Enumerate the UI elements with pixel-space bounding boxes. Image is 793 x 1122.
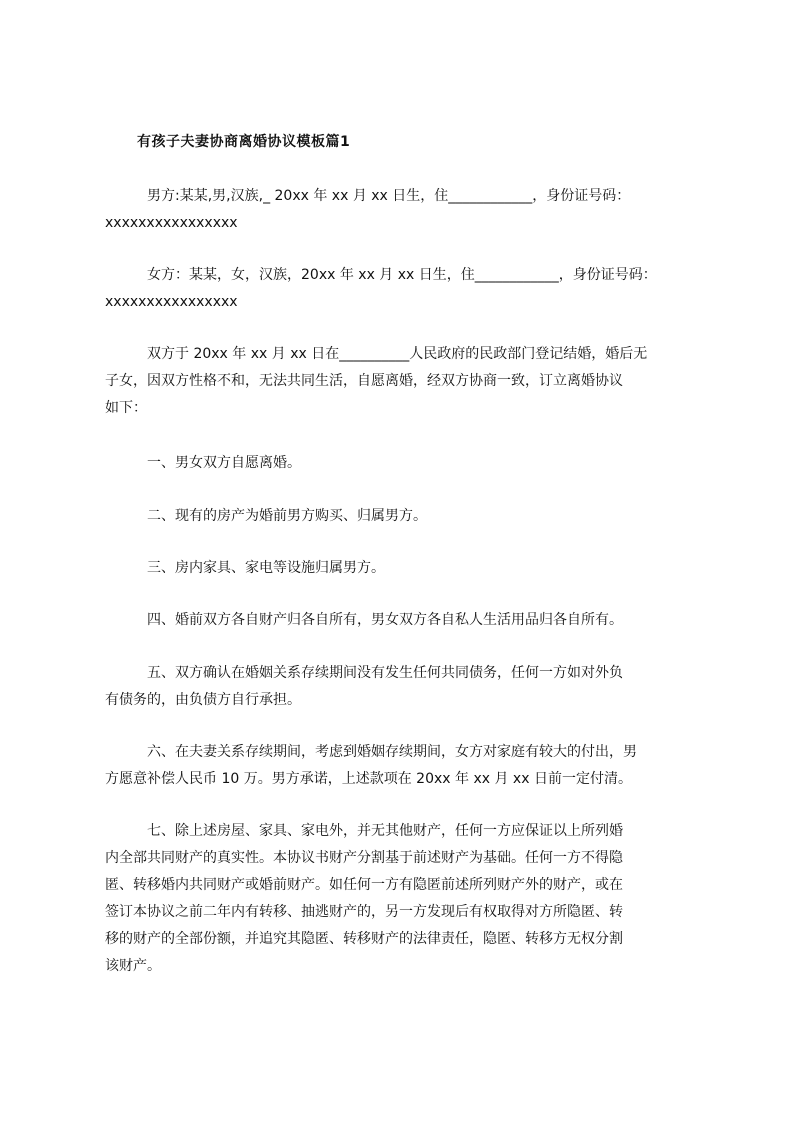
text-line: 方愿意补偿人民币 10 万。男方承诺，上述款项在 20xx 年 xx 月 xx 日前一定付清。 [105,771,632,787]
text-line: 双方于 20xx 年 xx 月 xx 日在__________人民政府的民政部门登记结婚，婚后无 [147,346,648,362]
text-line: 男方:某某,男,汉族,_ 20xx 年 xx 月 xx 日生，住____________，身份证号码： [147,188,631,204]
text-line: 二、现有的房产为婚前男方购买、归属男方。 [147,508,427,524]
document-title: 有孩子夫妻协商离婚协议模板篇1 [137,134,351,150]
paragraph-clause-4 [105,607,715,634]
text-line: 该财产。 [105,958,161,974]
text-line: xxxxxxxxxxxxxxxx [105,294,238,310]
text-line: 一、男女双方自愿离婚。 [147,455,301,471]
paragraph-clause-3 [105,555,715,582]
text-line: 四、婚前双方各自财产归各自所有，男女双方各自私人生活用品归各自所有。 [147,612,623,628]
text-line: 匿、转移婚内共同财产或婚前财产。如任何一方有隐匿前述所列财产外的财产，或在 [105,877,623,893]
text-line: xxxxxxxxxxxxxxxx [105,215,238,231]
text-line: 六、在夫妻关系存续期间，考虑到婚姻存续期间，女方对家庭有较大的付出，男 [147,744,637,760]
text-line: 五、双方确认在婚姻关系存续期间没有发生任何共同债务，任何一方如对外负 [147,665,623,681]
paragraph-preamble [105,341,715,422]
text-line: 女方：某某，女，汉族，20xx 年 xx 月 xx 日生，住____________，身份证号码： [147,267,657,283]
paragraph-clause-7 [105,818,715,980]
paragraph-clause-1 [105,450,715,477]
text-line: 子女，因双方性格不和，无法共同生活，自愿离婚，经双方协商一致，订立离婚协议 [105,373,623,389]
text-line: 如下： [105,400,147,416]
paragraph-husband-info [105,183,715,237]
text-line: 三、房内家具、家电等设施归属男方。 [147,560,385,576]
text-line: 内全部共同财产的真实性。本协议书财产分割基于前述财产为基础。任何一方不得隐 [105,850,623,866]
text-line: 有债务的，由负债方自行承担。 [105,692,301,708]
paragraph-clause-6 [105,739,715,793]
text-line: 签订本协议之前二年内有转移、抽逃财产的，另一方发现后有权取得对方所隐匿、转 [105,904,623,920]
text-line: 七、除上述房屋、家具、家电外，并无其他财产，任何一方应保证以上所列婚 [147,823,623,839]
text-line: 移的财产的全部份额，并追究其隐匿、转移财产的法律责任，隐匿、转移方无权分割 [105,931,623,947]
paragraph-clause-2 [105,503,715,530]
paragraph-clause-5 [105,660,715,714]
paragraph-wife-info [105,262,715,316]
